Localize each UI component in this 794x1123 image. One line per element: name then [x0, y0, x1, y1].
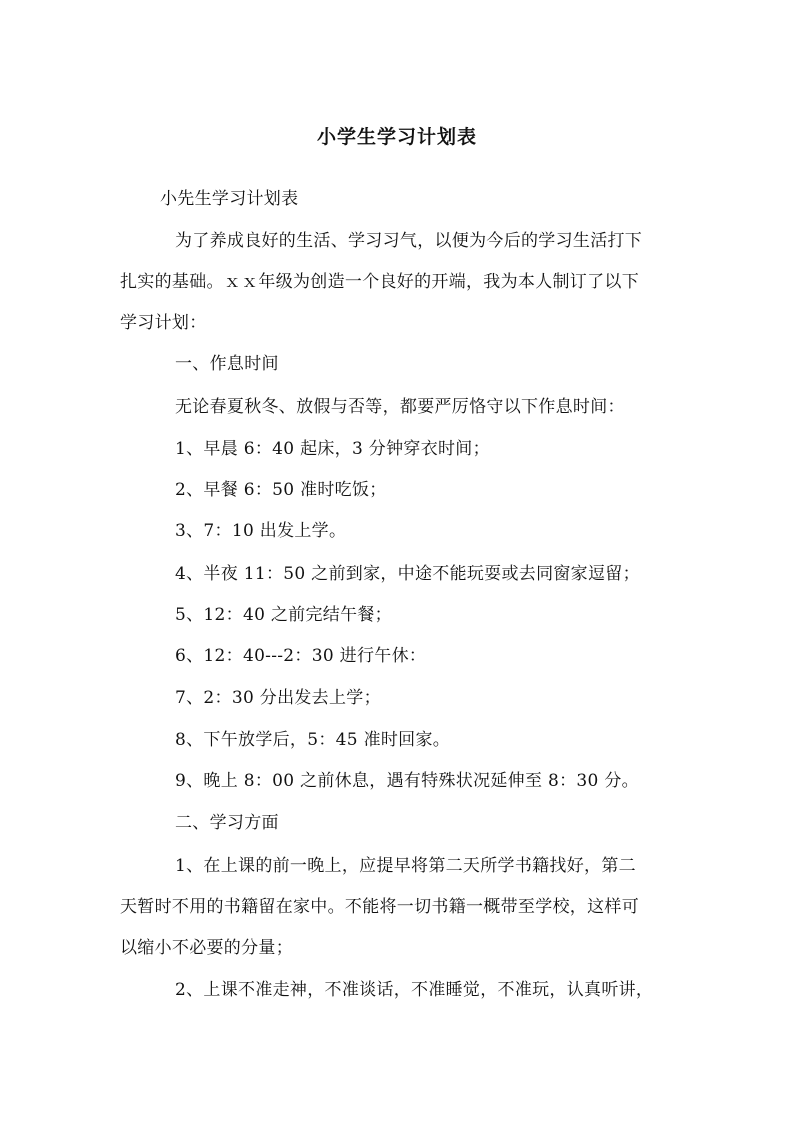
study-p2-line-1: 2、上课不准走神，不准谈话，不准睡觉，不准玩，认真听讲，	[175, 980, 654, 1000]
schedule-item-6: 6、12：40---2：30 进行午休：	[175, 646, 427, 666]
schedule-item-3: 3、7：10 出发上学。	[175, 521, 347, 541]
section1-heading: 一、作息时间	[175, 354, 279, 374]
section1-lead: 无论春夏秋冬、放假与否等，都要严厉恪守以下作息时间：	[175, 397, 625, 417]
document-title: 小学生学习计划表	[316, 126, 477, 148]
study-p1-line-2: 天暂时不用的书籍留在家中。不能将一切书籍一概带至学校，这样可	[120, 897, 639, 917]
schedule-item-8: 8、下午放学后，5：45 准时回家。	[175, 730, 451, 750]
schedule-item-4: 4、半夜 11：50 之前到家，中途不能玩耍或去同窗家逗留；	[175, 564, 640, 584]
schedule-item-7: 7、2：30 分出发去上学；	[175, 688, 381, 708]
schedule-item-5: 5、12：40 之前完结午餐；	[175, 605, 392, 625]
section2-heading: 二、学习方面	[175, 813, 279, 833]
intro-line-3: 学习计划：	[120, 313, 207, 333]
study-p1-line-1: 1、在上课的前一晚上，应提早将第二天所学书籍找好，第二	[175, 856, 636, 876]
study-p1-line-3: 以缩小不必要的分量；	[120, 938, 293, 958]
schedule-item-2: 2、早餐 6：50 准时吃饭；	[175, 480, 387, 500]
schedule-item-1: 1、早晨 6：40 起床，3 分钟穿衣时间；	[175, 439, 490, 459]
document-subtitle: 小先生学习计划表	[160, 189, 299, 209]
schedule-item-9: 9、晚上 8：00 之前休息，遇有特殊状况延伸至 8：30 分。	[175, 771, 639, 791]
intro-line-2: 扎实的基础。ｘｘ年级为创造一个良好的开端，我为本人制订了以下	[120, 272, 639, 292]
intro-line-1: 为了养成良好的生活、学习习气，以便为今后的学习生活打下	[175, 231, 643, 251]
